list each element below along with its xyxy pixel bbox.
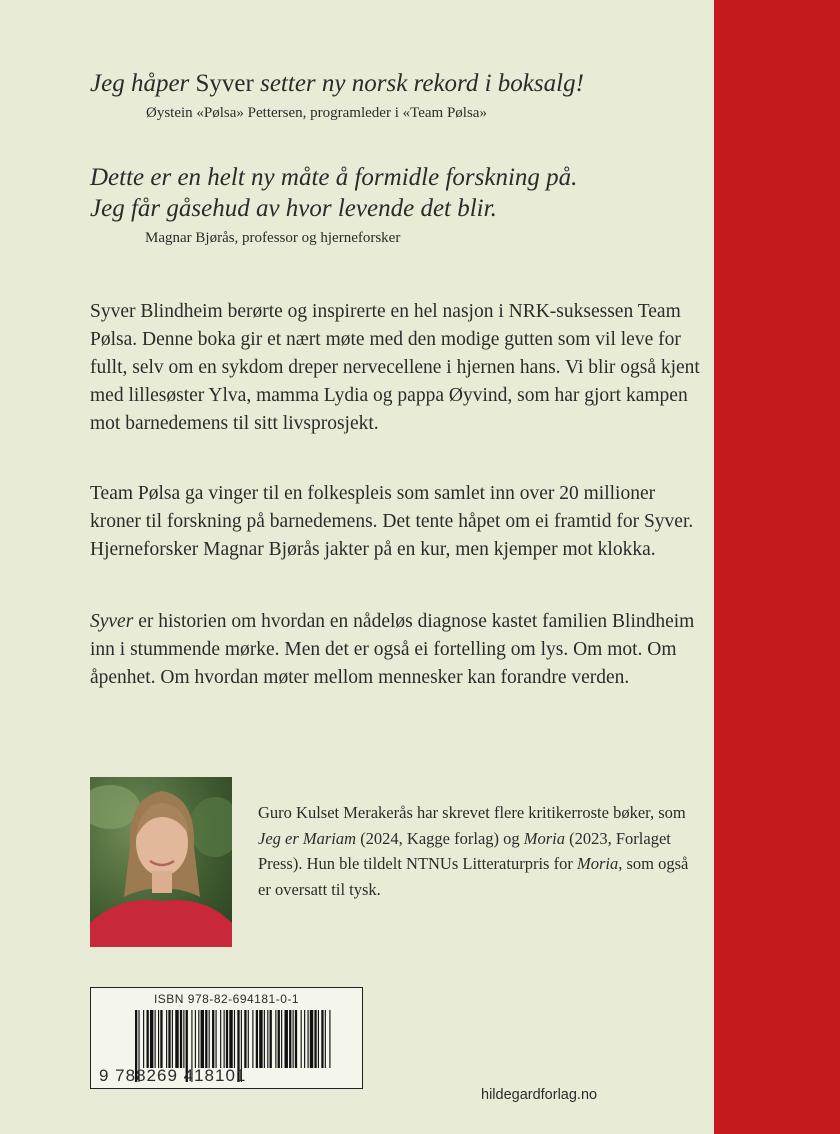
barcode-bar [150,1010,153,1068]
barcode-bar [147,1010,149,1068]
barcode-bar [321,1010,323,1068]
barcode-bar [212,1010,214,1068]
barcode-bar [183,1010,184,1068]
quote-2 [90,162,577,248]
barcode-bar [285,1010,288,1068]
quote-2-text: Dette er en helt ny måte å formidle forskning på. Jeg får gåsehud av hvor levende det blir. [90,164,578,222]
barcode-bar [318,1010,319,1068]
barcode-bar [281,1010,282,1068]
barcode-bar [209,1010,210,1068]
author-photo [90,777,232,947]
publisher-website: hildegardforlag.no [481,1087,598,1103]
barcode-bar [304,1010,305,1068]
barcode-bar [216,1010,217,1068]
barcode-digits: 9 788269 418101 [99,1066,247,1085]
barcode-bar [314,1010,316,1068]
barcode-bar [329,1010,330,1068]
barcode-bar [252,1010,253,1068]
barcode-bar [278,1010,280,1068]
isbn-barcode [90,987,363,1089]
barcode-bar [259,1010,262,1068]
barcode-bar [256,1010,258,1068]
barcode-bar [175,1010,178,1068]
barcode-bar [205,1010,207,1068]
barcode-bar [166,1010,167,1068]
barcode-bar [248,1010,249,1068]
barcode-bar [267,1010,268,1068]
barcode-bar [180,1010,182,1068]
barcode-bar [195,1010,196,1068]
barcode-bar [325,1010,326,1068]
barcode-bar [289,1010,291,1068]
barcode-bar [198,1010,199,1068]
blurb-paragraph-3: Syver er historien om hvordan en nådeløs diagnose kastet familien Blindheim inn i stummende mørke. Men det er også ei fortelling om lys. Om mot. Om åpenhet. Om hvordan møter mellom mennesker kan forandre verden. [90,611,695,688]
barcode-bar [234,1010,235,1068]
blurb-paragraph-2: Team Pølsa ga vinger til en folkespleis som samlet inn over 20 millioner kroner til forskning på barnedemens. Det tente håpet om ei framtid for Syver. Hjerneforsker Magnar Bjørås jakter på en kur, men kjemper mot klokka. [90,483,694,560]
quote-2-source: Magnar Bjørås, professor og hjerneforsker [145,230,401,246]
barcode-bar [160,1010,162,1068]
barcode-bar [301,1010,302,1068]
barcode-bar [270,1010,272,1068]
barcode-bar [168,1010,170,1068]
barcode-bar [229,1010,232,1068]
barcode-bar [293,1010,294,1068]
barcode-bar [143,1010,144,1068]
barcode-bar [155,1010,156,1068]
barcode-bar [224,1010,225,1068]
isbn-label: ISBN 978-82-694181-0-1 [153,992,300,1006]
barcode-bar [226,1010,228,1068]
blurb-paragraph-1: Syver Blindheim berørte og inspirerte en hel nasjon i NRK-suksessen Team Pølsa. Denne boka gir et nært møte med den modige gutten som vil leve for fullt, selv om en sykdom dreper nervecellene i hjernen hans. Vi blir også kjent med lillesøster Ylva, mamma Lydia og pappa Øyvind, som har gjort kampen mot barnedemens til sitt livsprosjekt. [90,301,700,434]
barcode-bar [244,1010,246,1068]
barcode-bar [308,1010,309,1068]
barcode-bar [295,1010,297,1068]
author-bio: Guro Kulset Merakerås har skrevet flere kritikerroste bøker, som Jeg er Mariam (2024, Kagge forlag) og Moria (2023, Forlaget Press). Hun ble tildelt NTNUs Litteraturpris for Moria, som også er oversatt til tysk. [258,803,689,899]
barcode-bar [264,1010,265,1068]
quote-1 [90,68,584,123]
barcode-bar [172,1010,173,1068]
quote-1-source: Øystein «Pølsa» Pettersen, programleder i «Team Pølsa» [146,105,487,121]
quote-1-text: Jeg håper Syver setter ny norsk rekord i boksalg! [90,70,584,97]
barcode-bar [310,1010,313,1068]
barcode-bar [158,1010,159,1068]
barcode-bar [220,1010,221,1068]
barcode-bar [275,1010,276,1068]
barcode-bar [201,1010,204,1068]
book-spine [714,0,840,1134]
